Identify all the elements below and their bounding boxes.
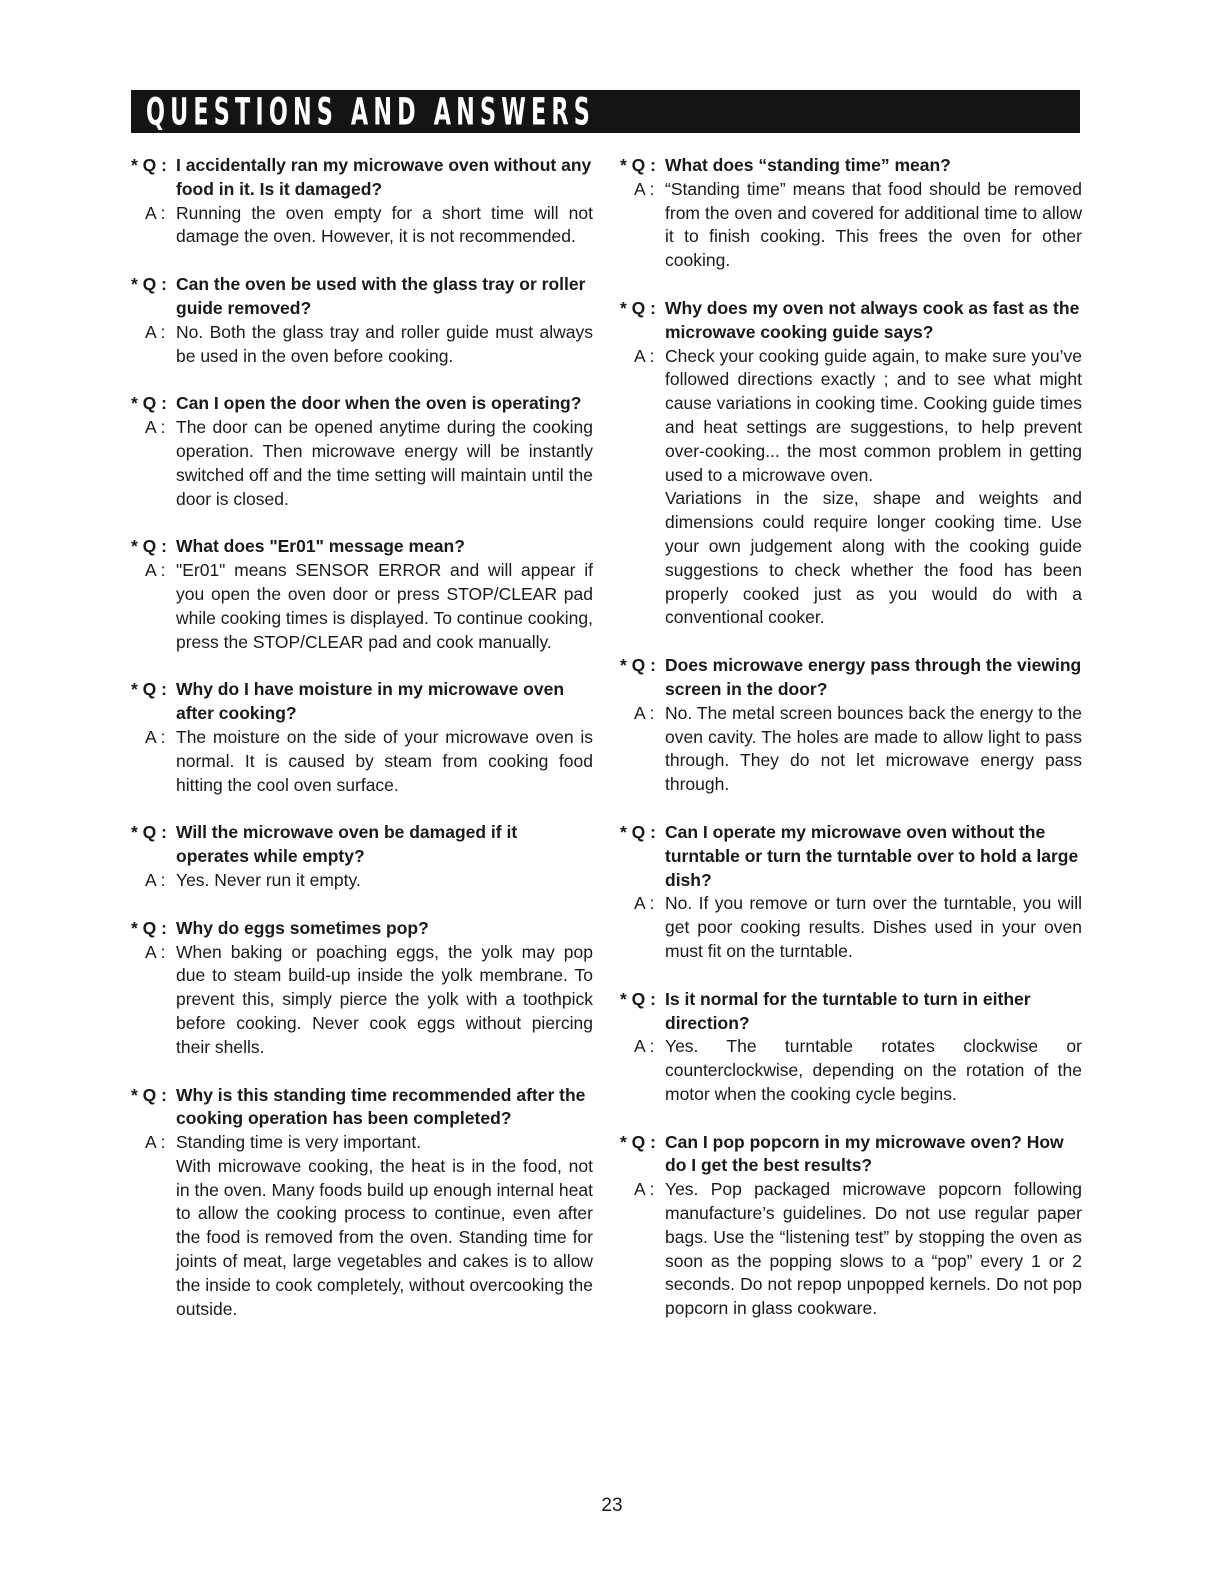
answer-prefix: A : bbox=[634, 893, 655, 914]
answer-prefix: A : bbox=[145, 417, 166, 438]
answer-prefix: A : bbox=[145, 1132, 166, 1153]
answer bbox=[620, 1178, 1082, 1321]
answer-prefix: A : bbox=[634, 1036, 655, 1057]
answer-prefix: A : bbox=[145, 941, 166, 962]
question-prefix: * Q : bbox=[131, 917, 167, 938]
qa-item bbox=[131, 678, 593, 797]
question bbox=[131, 917, 593, 941]
question-text: Can the oven be used with the glass tray or roller guide removed? bbox=[176, 274, 586, 318]
answer-paragraph: “Standing time” means that food should be removed from the oven and covered for additional time to allow it to finish cooking. This frees the oven for other cooking. bbox=[665, 178, 1082, 271]
qa-item bbox=[620, 1131, 1082, 1321]
question-prefix: * Q : bbox=[131, 536, 167, 557]
answer-prefix: A : bbox=[145, 321, 166, 342]
answer-text bbox=[665, 345, 1082, 631]
question-prefix: * Q : bbox=[620, 988, 656, 1009]
question-text: Why do I have moisture in my microwave oven after cooking? bbox=[176, 679, 565, 724]
answer-paragraph: No. If you remove or turn over the turntable, you will get poor cooking results. Dishes used in your oven must fit on the turntable. bbox=[665, 893, 1082, 961]
answer-text bbox=[176, 726, 593, 797]
answer-paragraph: Running the oven empty for a short time will not damage the oven. However, it is not recommended. bbox=[176, 202, 593, 247]
answer-paragraph: Standing time is very important. bbox=[176, 1132, 422, 1153]
question-prefix: * Q : bbox=[131, 679, 167, 700]
answer bbox=[620, 1035, 1082, 1106]
answer-paragraph: Check your cooking guide again, to make sure you’ve followed directions exactly ; and to see what might cause variations in cooking time. Cooking guide times and heat settings are suggestions, to help prevent over-cooking... the most common problem in getting used to a microwave oven. bbox=[665, 345, 1082, 485]
answer-paragraph: No. Both the glass tray and roller guide must always be used in the oven before cooking. bbox=[176, 321, 593, 366]
answer-text bbox=[176, 559, 593, 654]
question-text: Does microwave energy pass through the viewing screen in the door? bbox=[665, 655, 1082, 699]
question bbox=[131, 1084, 593, 1132]
answer-paragraph: No. The metal screen bounces back the energy to the oven cavity. The holes are made to allow light to pass through. They do not let microwave energy pass through. bbox=[665, 702, 1082, 795]
qa-item bbox=[131, 273, 593, 368]
qa-item bbox=[131, 1084, 593, 1322]
answer-text bbox=[665, 702, 1082, 797]
answer-paragraph: Yes. Pop packaged microwave popcorn following manufacture’s guidelines. Do not use regular paper bags. Use the “listening test” by stopping the oven as soon as the popping slows to a “pop” every 1 or 2 seconds. Do not repop unpopped kernels. Do not pop popcorn in glass cookware. bbox=[665, 1179, 1082, 1319]
question-prefix: * Q : bbox=[131, 155, 167, 175]
answer-prefix: A : bbox=[145, 869, 166, 890]
question-text: Why does my oven not always cook as fast as the microwave cooking guide says? bbox=[665, 297, 1080, 342]
answer-prefix: A : bbox=[145, 560, 166, 581]
question-prefix: * Q : bbox=[620, 297, 656, 318]
answer-text bbox=[176, 941, 593, 1060]
answer bbox=[620, 892, 1082, 963]
question-text: Why is this standing time recommended after the cooking operation has been completed? bbox=[176, 1084, 586, 1129]
answer-text bbox=[176, 416, 593, 511]
qa-item bbox=[131, 392, 593, 511]
answer-prefix: A : bbox=[145, 726, 166, 747]
qa-item bbox=[620, 154, 1082, 273]
question bbox=[620, 1131, 1082, 1179]
question bbox=[131, 392, 593, 416]
answer bbox=[131, 941, 593, 1060]
question-prefix: * Q : bbox=[620, 155, 656, 175]
qa-item bbox=[131, 535, 593, 654]
question bbox=[620, 988, 1082, 1036]
qa-item bbox=[131, 917, 593, 1060]
answer bbox=[620, 702, 1082, 797]
answer-paragraph: With microwave cooking, the heat is in the food, not in the oven. Many foods build up enough internal heat to allow the cooking process to continue, even after the food is removed from the oven. Standing time for joints of meat, large vegetables and cakes is to allow the inside to cook completely, without overcooking the outside. bbox=[176, 1155, 593, 1319]
answer-paragraph: Variations in the size, shape and weights and dimensions could require longer cooking time. Use your own judgement along with the cooking guide suggestions to check whether the food has been properly cooked just as you would do with a conventional cooker. bbox=[665, 488, 1082, 628]
answer-paragraph: Yes. The turntable rotates clockwise or counterclockwise, depending on the rotation of the motor when the cooking cycle begins. bbox=[665, 1036, 1082, 1104]
answer-text bbox=[176, 321, 593, 369]
question-text: Can I operate my microwave oven without the turntable or turn the turntable over to hold a large dish? bbox=[665, 821, 1079, 890]
question-text: Is it normal for the turntable to turn in either direction? bbox=[665, 988, 1031, 1033]
answer bbox=[620, 345, 1082, 631]
qa-item bbox=[620, 654, 1082, 797]
question-prefix: * Q : bbox=[131, 1084, 167, 1105]
answer-text bbox=[665, 178, 1082, 273]
question bbox=[620, 297, 1082, 345]
question-prefix: * Q : bbox=[620, 655, 656, 676]
question bbox=[131, 678, 593, 726]
question-prefix: * Q : bbox=[620, 1131, 656, 1152]
answer-text bbox=[176, 869, 593, 893]
question-text: Will the microwave oven be damaged if it operates while empty? bbox=[176, 822, 518, 867]
question-prefix: * Q : bbox=[131, 274, 167, 295]
title-banner bbox=[131, 90, 1080, 133]
right-column bbox=[620, 154, 1082, 1321]
qa-item bbox=[620, 297, 1082, 630]
answer-paragraph: The door can be opened anytime during the cooking operation. Then microwave energy will be instantly switched off and the time setting will maintain until the door is closed. bbox=[176, 417, 593, 509]
answer bbox=[131, 202, 593, 250]
answer-prefix: A : bbox=[145, 202, 166, 223]
question bbox=[620, 654, 1082, 702]
qa-item bbox=[620, 821, 1082, 964]
question bbox=[131, 273, 593, 321]
question bbox=[620, 154, 1082, 178]
qa-item bbox=[620, 988, 1082, 1107]
question-text: Can I pop popcorn in my microwave oven? How do I get the best results? bbox=[665, 1131, 1064, 1176]
question-text: What does “standing time” mean? bbox=[665, 155, 951, 175]
page-number: 23 bbox=[601, 1495, 623, 1516]
question bbox=[620, 821, 1082, 892]
question-text: Can I open the door when the oven is operating? bbox=[176, 393, 582, 414]
question-prefix: * Q : bbox=[131, 822, 167, 843]
page-title: QUESTIONS AND ANSWERS bbox=[146, 90, 595, 133]
answer bbox=[131, 321, 593, 369]
answer-text bbox=[665, 1035, 1082, 1106]
answer-prefix: A : bbox=[634, 345, 655, 366]
question bbox=[131, 154, 593, 202]
answer-text bbox=[665, 1178, 1082, 1321]
answer bbox=[131, 416, 593, 511]
question-prefix: * Q : bbox=[131, 393, 167, 414]
question-prefix: * Q : bbox=[620, 821, 656, 842]
question-text: Why do eggs sometimes pop? bbox=[176, 917, 429, 938]
answer-prefix: A : bbox=[634, 702, 655, 723]
question-text: I accidentally ran my microwave oven without any food in it. Is it damaged? bbox=[176, 155, 592, 199]
answer bbox=[131, 869, 593, 893]
left-column bbox=[131, 154, 593, 1321]
qa-item bbox=[131, 821, 593, 892]
question-text: What does "Er01" message mean? bbox=[176, 536, 465, 557]
answer-paragraph: When baking or poaching eggs, the yolk may pop due to steam build-up inside the yolk membrane. To prevent this, simply pierce the yolk with a toothpick before cooking. Never cook eggs without piercing their shells. bbox=[176, 941, 593, 1057]
question bbox=[131, 535, 593, 559]
answer-paragraph: The moisture on the side of your microwave oven is normal. It is caused by steam from cooking food hitting the cool oven surface. bbox=[176, 726, 593, 795]
answer-paragraph: Yes. Never run it empty. bbox=[176, 869, 361, 890]
answer bbox=[131, 1131, 593, 1321]
question bbox=[131, 821, 593, 869]
answer-text bbox=[665, 892, 1082, 963]
answer bbox=[131, 559, 593, 654]
answer-paragraph: "Er01" means SENSOR ERROR and will appear if you open the oven door or press STOP/CLEAR pad while cooking times is displayed. To continue cooking, press the STOP/CLEAR pad and cook manually. bbox=[176, 560, 593, 652]
answer bbox=[131, 726, 593, 797]
answer-text bbox=[176, 1131, 593, 1321]
answer-prefix: A : bbox=[634, 178, 655, 199]
answer-text bbox=[176, 202, 593, 250]
answer-prefix: A : bbox=[634, 1179, 655, 1200]
answer bbox=[620, 178, 1082, 273]
qa-item bbox=[131, 154, 593, 249]
